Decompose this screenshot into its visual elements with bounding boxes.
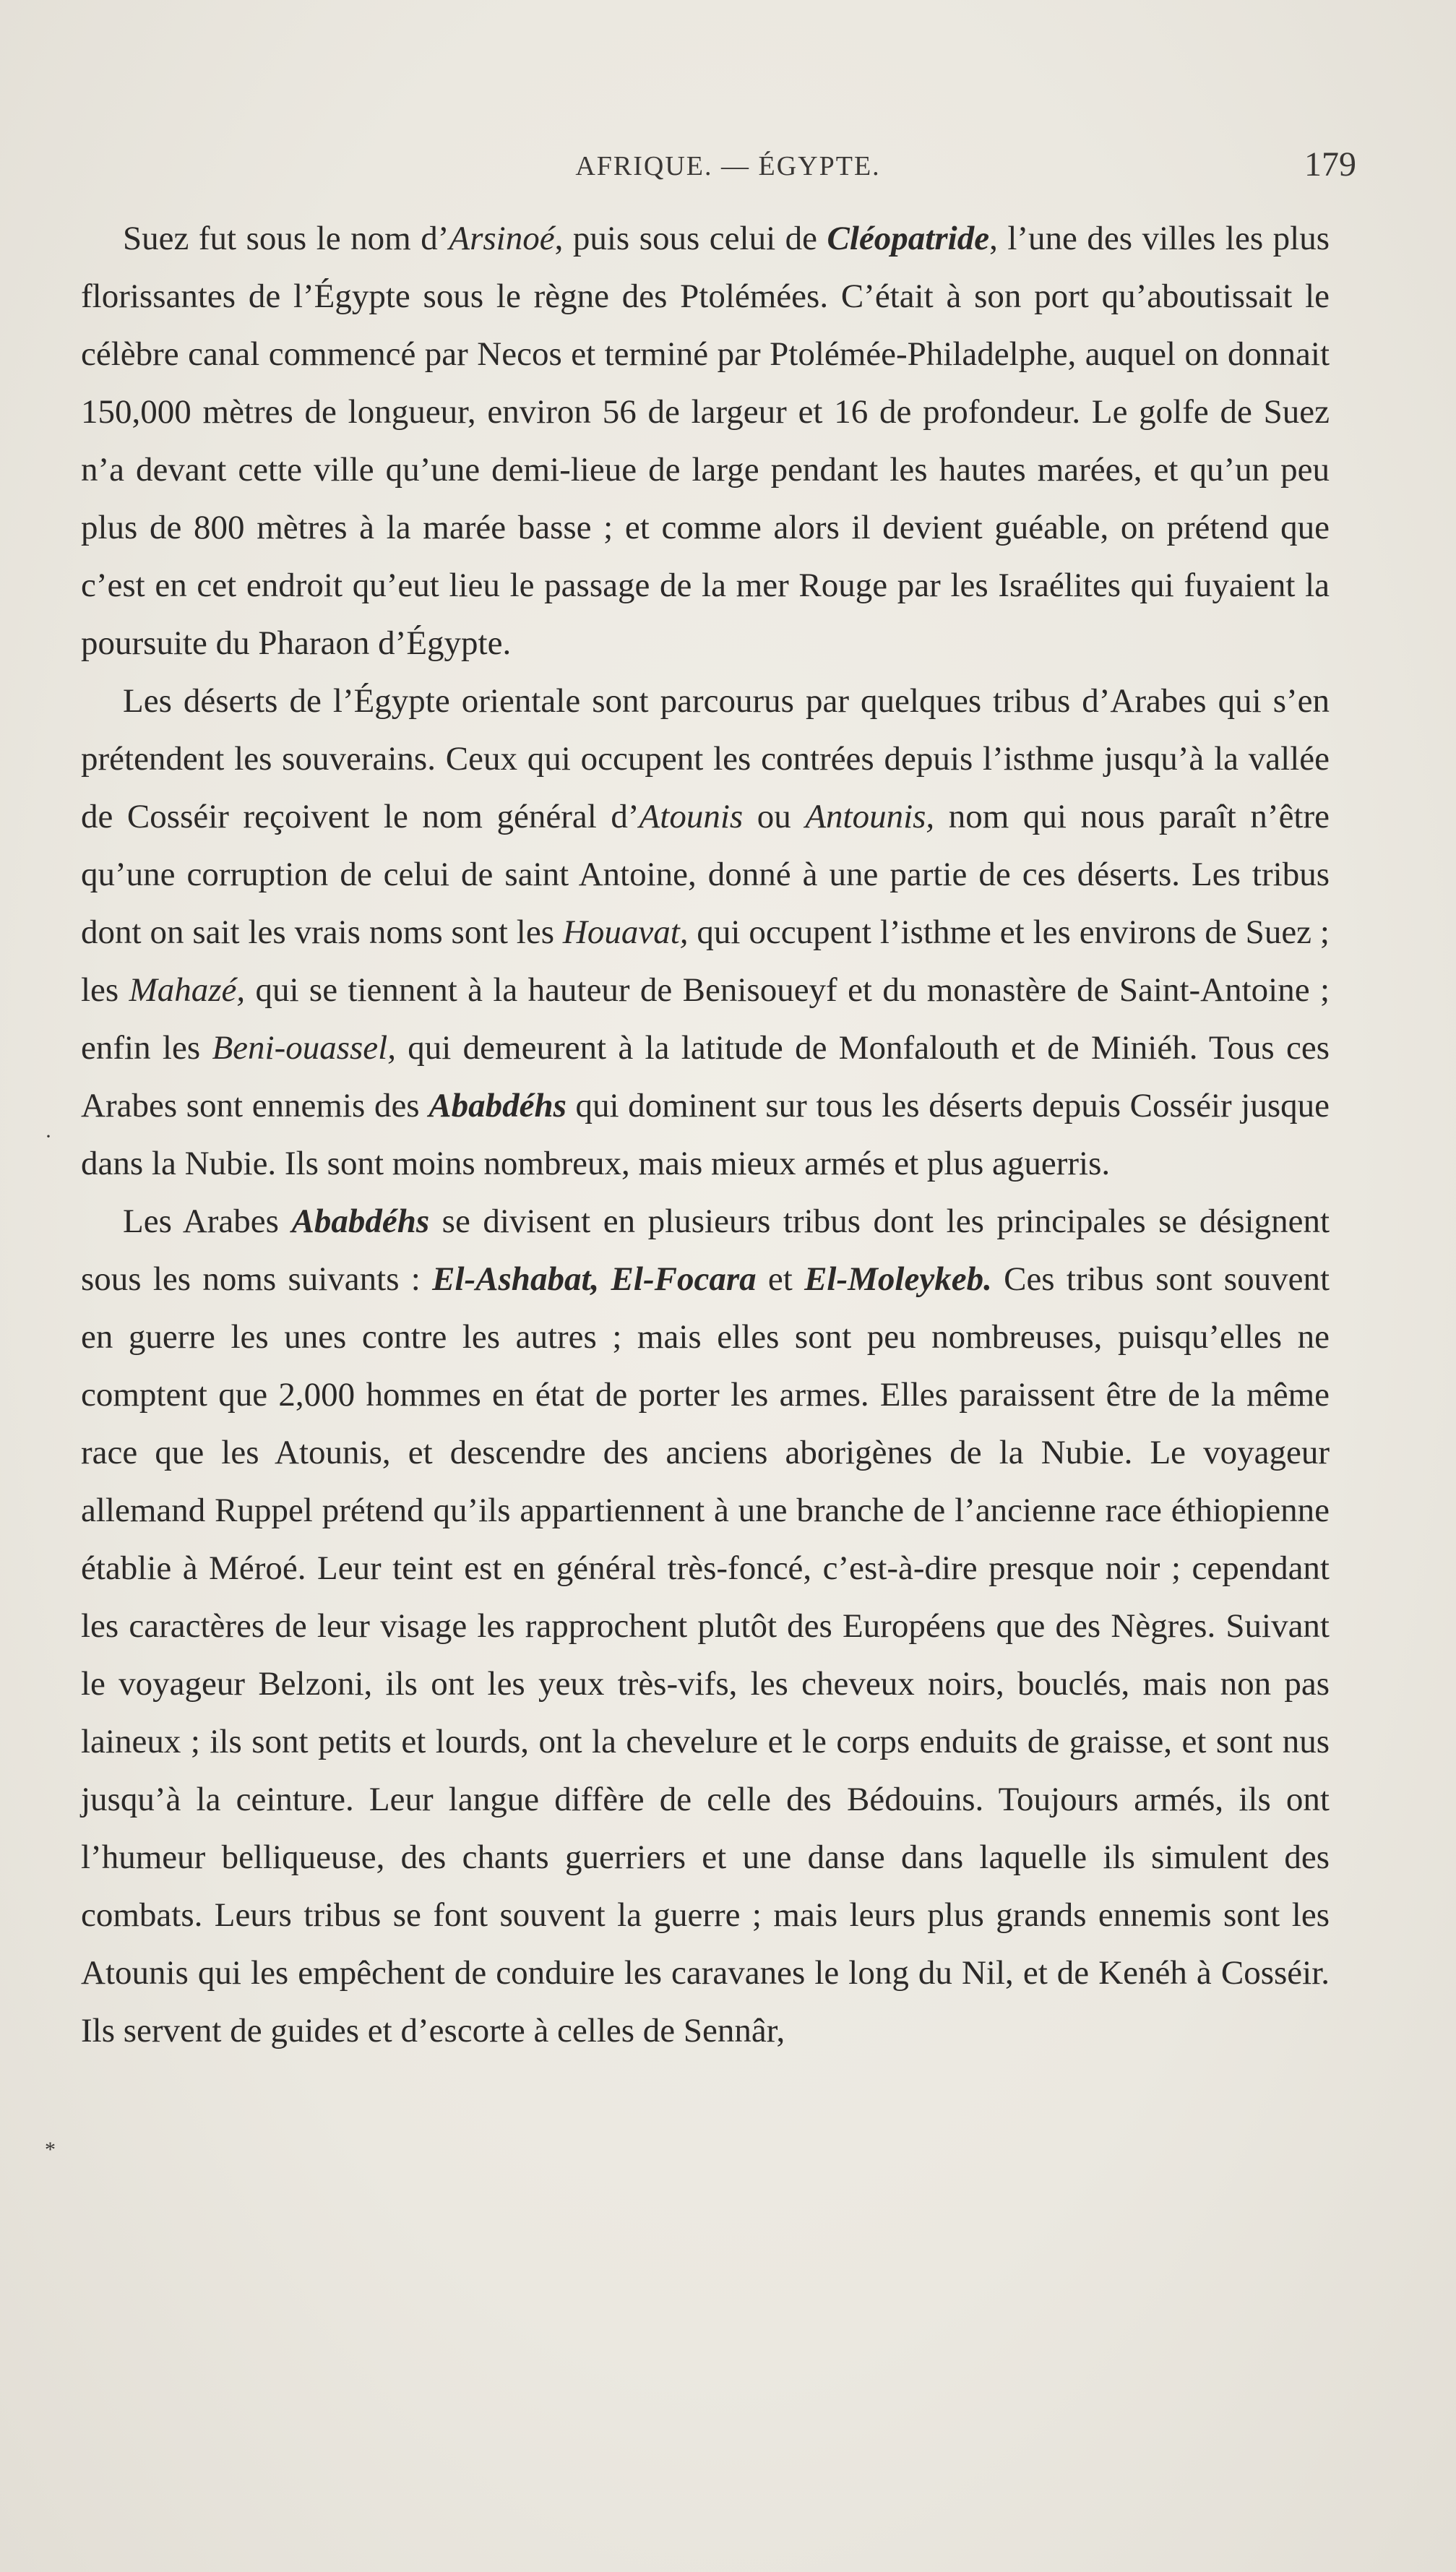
paragraph-suez: Suez fut sous le nom d’Arsinoé, puis sous celui de Cléopatride, l’une des villes les plus florissantes de l’Égypte sous le règne des Ptolémées. C’était à son port qu’aboutissait le célèbre canal commencé par Necos et terminé par Ptolémée-Philadelphe, auquel on donnait 150,000 mètres de longueur, environ 56 de largeur et 16 de profondeur. Le golfe de Suez n’a devant cette ville qu’une demi-lieue de large pendant les hautes marées, et qu’un peu plus de 800 mètres à la marée basse ; et comme alors il devient guéable, on prétend que c’est en cet endroit qu’eut lieu le passage de la mer Rouge par les Israélites qui fuyaient la poursuite du Pharaon d’Égypte. [81,220,1330,662]
margin-mark-bottom: * [45,2138,56,2162]
page-number: 179 [1304,145,1356,184]
body-text [81,210,1330,2060]
margin-mark-top: · [45,1124,52,1148]
running-head: AFRIQUE. — ÉGYPTE. [575,151,881,181]
paragraph-deserts: Les déserts de l’Égypte orientale sont parcourus par quelques tribus d’Arabes qui s’en prétendent les souverains. Ceux qui occupent les contrées depuis l’isthme jusqu’à la vallée de Cosséir reçoivent le nom général d’Atounis ou Antounis, nom qui nous paraît n’être qu’une corruption de celui de saint Antoine, donné à une partie de ces déserts. Les tribus dont on sait les vrais noms sont les Houavat, qui occupent l’isthme et les environs de Suez ; les Mahazé, qui se tiennent à la hauteur de Benisoueyf et du monastère de Saint-Antoine ; enfin les Beni-ouassel, qui demeurent à la latitude de Monfalouth et de Miniéh. Tous ces Arabes sont ennemis des Ababdéhs qui dominent sur tous les déserts depuis Cosséir jusque dans la Nubie. Ils sont moins nombreux, mais mieux armés et plus aguerris. [81,682,1330,1182]
page-header [0,145,1456,195]
paragraph-ababdehs: Les Arabes Ababdéhs se divisent en plusieurs tribus dont les principales se désignent sous les noms suivants : El-Ashabat, El-Focara et El-Moleykeb. Ces tribus sont souvent en guerre les unes contre les autres ; mais elles sont peu nombreuses, puisqu’elles ne comptent que 2,000 hommes en état de porter les armes. Elles paraissent être de la même race que les Atounis, et descendre des anciens aborigènes de la Nubie. Le voyageur allemand Ruppel prétend qu’ils appartiennent à une branche de l’ancienne race éthiopienne établie à Méroé. Leur teint est en général très-foncé, c’est-à-dire presque noir ; cependant les caractères de leur visage les rapprochent plutôt des Européens que des Nègres. Suivant le voyageur Belzoni, ils ont les yeux très-vifs, les cheveux noirs, bouclés, mais non pas laineux ; ils sont petits et lourds, ont la chevelure et le corps enduits de graisse, et sont nus jusqu’à la ceinture. Leur langue diffère de celle des Bédouins. Toujours armés, ils ont l’humeur belliqueuse, des chants guerriers et une danse dans laquelle ils simulent des combats. Leurs tribus se font souvent la guerre ; mais leurs plus grands ennemis sont les Atounis qui les empêchent de conduire les caravanes le long du Nil, et de Kenéh à Cosséir. Ils servent de guides et d’escorte à celles de Sennâr, [81,1203,1330,2050]
